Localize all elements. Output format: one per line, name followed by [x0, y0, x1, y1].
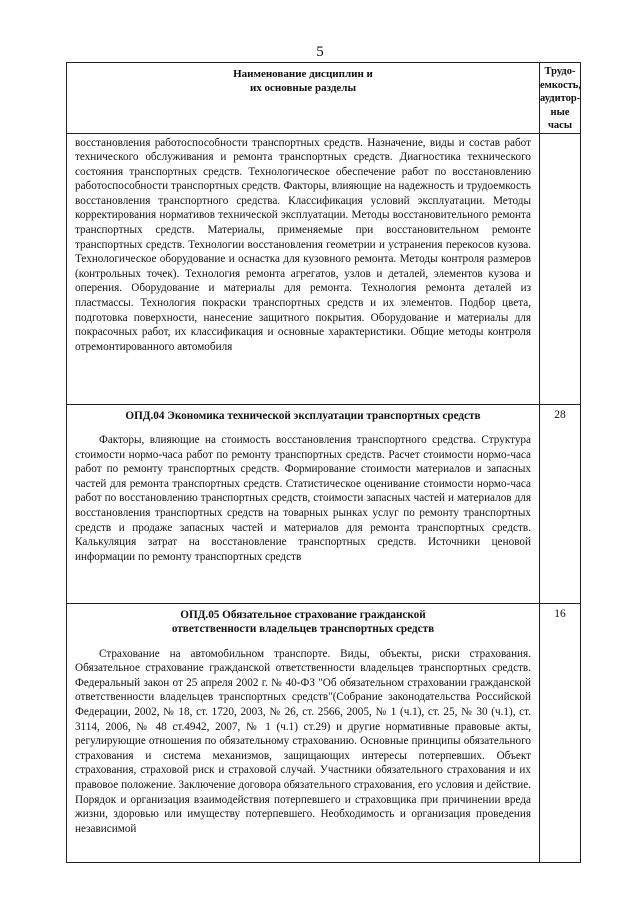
page-number: 5 — [316, 44, 324, 60]
section-title: ОПД.05 Обязательное страхование гражданской ответственности владельцев транспортных средств — [171, 608, 435, 636]
table-row — [67, 133, 581, 404]
table-row — [67, 603, 581, 862]
section-hours: 28 — [540, 404, 581, 603]
table-header-row — [67, 63, 581, 134]
section-text: Страхование на автомобильном транспорте. Виды, объекты, риски страхования. Обязательное страхование гражданской ответственности владельцев транспортных средств. Федеральный закон от 25 апреля 2002 г. № 40-ФЗ "Об обязательном страховании гражданской ответственности владельцев транспортных средств"(Собрание законодательства Российской Федерации, 2002, № 18, ст. 1720, 2003, № 26, ст. 2566, 2005, № 1 (ч.1), ст. 25, № 30 (ч.1), ст. 3114, 2006, № 48 ст.4942, 2007, № 1 (ч.1) ст.29) и другие нормативные правовые акты, регулирующие отношения по обязательному страхованию. Основные принципы обязательного страхования и система механизмов, защищающих интересы потерпевших. Объект страхования, страховой риск и страховой случай. Участники обязательного страхования и их правовое положение. Заключение договора обязательного страхования, его условия и действие. Порядок и организация взаимодействия потерпевшего и страховщика при причинении вреда жизни, здоровью или имуществу потерпевшего. Необходимость и организация проведения независимой — [75, 647, 531, 835]
table-row — [67, 404, 581, 603]
column-header-disciplines-text: Наименование дисциплин и их основные разделы — [233, 68, 373, 94]
empty-hours-cell — [540, 133, 581, 404]
continuation-text: восстановления работоспособности транспортных средств. Назначение, виды и состав работ технического обслуживания и ремонта транспортных средств. Диагностика технического состояния транспортных средств. Технологическое обеспечение работ по восстановлению работоспособности транспортных средств. Факторы, влияющие на надежность и трудоемкость восстановления транспортного средства. Классификация условий эксплуатации. Методы корректирования нормативов технической эксплуатации. Методы восстановительного ремонта транспортных средств. Материалы, применяемые при восстановительном ремонте транспортных средств. Технологии восстановления геометрии и устранения перекосов кузова. Технологическое оборудование и оснастка для кузовного ремонта. Методы контроля размеров (контрольных точек). Технология ремонта агрегатов, узлов и деталей, элементов кузова и оперения. Оборудование и материалы для ремонта. Технология ремонта деталей из пластмассы. Технология покраски транспортных средств и их элементов. Подбор цвета, подготовка поверхности, нанесение защитного покрытия. Оборудование и материалы для покрасочных работ, их классификация и основные характеристики. Общие методы контроля отремонтированного автомобиля — [67, 133, 540, 404]
section-text: Факторы, влияющие на стоимость восстановления транспортного средства. Структура стоимости нормо-часа работ по ремонту транспортных средств. Расчет стоимости нормо-часа работ по ремонту транспортных средств. Формирование стоимости материалов и запасных частей для ремонта транспортных средств. Статистическое оценивание стоимости нормо-часа работ по восстановлению транспортных средств, стоимости запасных частей и материалов для восстановления транспортных средств на товарных рынках услуг по ремонту транспортных средств и продаже запасных частей и материалов для ремонта транспортных средств. Калькуляция затрат на восстановление транспортных средств. Источники ценовой информации по ремонту транспортных средств — [75, 434, 531, 563]
section-hours: 16 — [540, 603, 581, 862]
column-header-hours-text: Трудо- емкость, аудитор- ные часы — [540, 66, 581, 131]
section-title: ОПД.04 Экономика технической эксплуатации транспортных средств — [125, 409, 481, 422]
section-opd05 — [67, 603, 540, 862]
curriculum-table — [66, 62, 581, 863]
column-header-hours — [540, 63, 581, 134]
section-opd04 — [67, 404, 540, 603]
column-header-disciplines — [67, 63, 540, 134]
